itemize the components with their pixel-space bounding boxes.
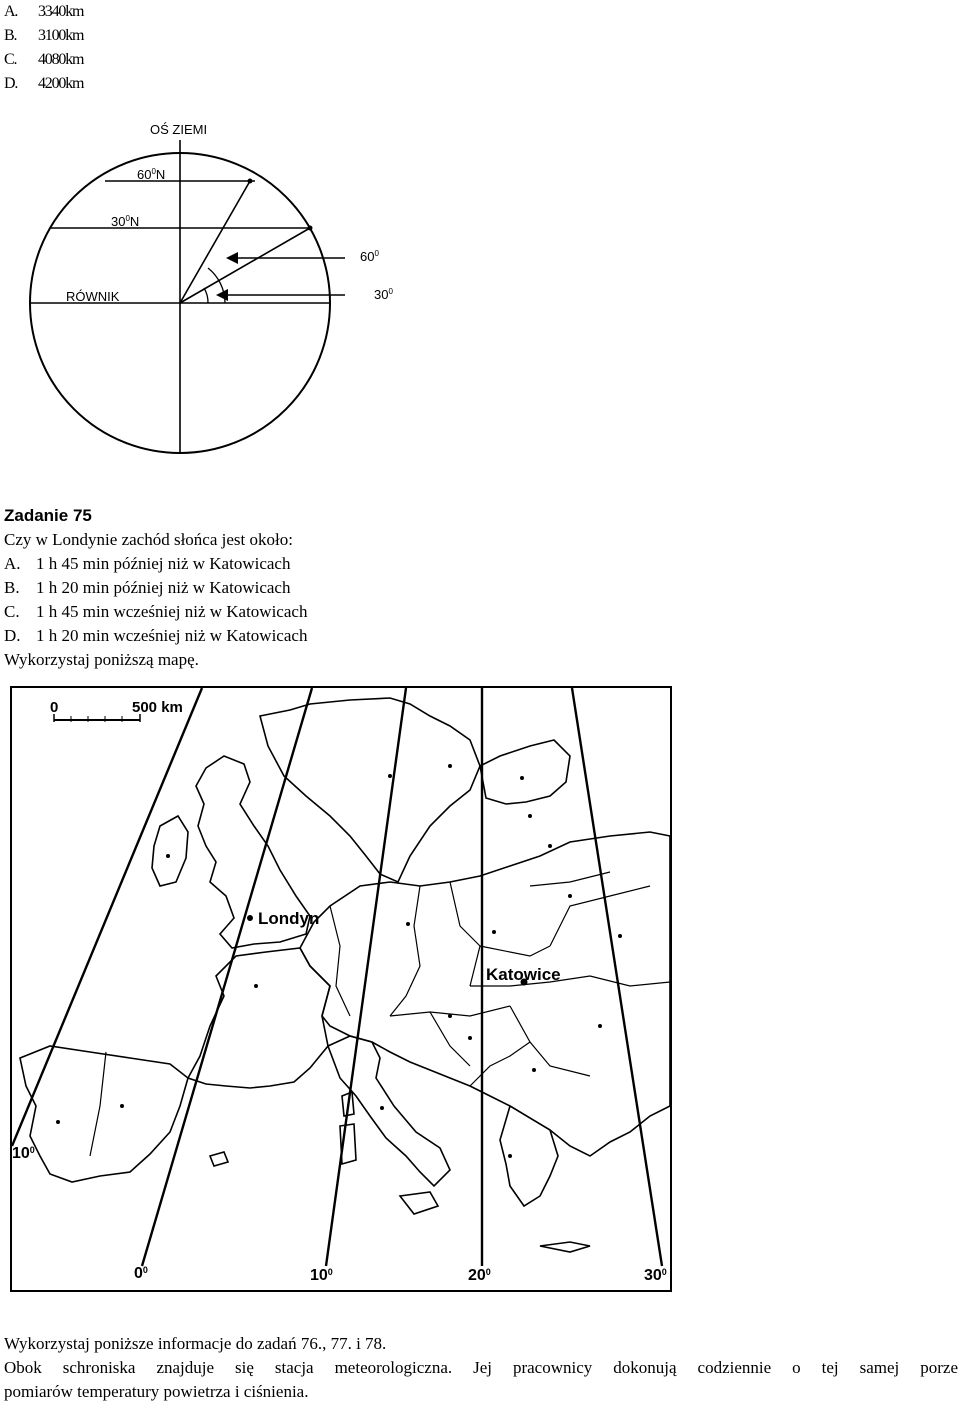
scale-start-label: 0: [50, 699, 59, 716]
katowice-label: Katowice: [486, 965, 561, 984]
angle60-label: $60^0$: [360, 249, 379, 264]
option-c: C. 4080km: [4, 51, 84, 68]
europe-map: [10, 686, 672, 1292]
radius-30-line: [180, 228, 310, 303]
radius-60-line: [180, 181, 250, 303]
map-frame: [11, 687, 671, 1291]
axis-label: OŚ ZIEMI: [150, 122, 208, 137]
footer-line-3: pomiarów temperatury powietrza i ciśnienia.: [4, 1382, 309, 1401]
answer-d: D. 1 h 20 min wcześniej niż w Katowicach: [4, 626, 308, 645]
point-30: [308, 226, 313, 231]
meridian-label-0: $0^0$: [134, 1265, 148, 1282]
london-dot: [247, 915, 253, 921]
globe-diagram: [0, 110, 460, 490]
scale-end-label: 500 km: [132, 699, 183, 716]
footer-line-1: Wykorzystaj poniższe informacje do zadań 76., 77. i 78.: [4, 1334, 387, 1353]
arrow-head-60-icon: [226, 252, 238, 264]
option-d: D. 4200km: [4, 75, 84, 92]
answer-b: B. 1 h 20 min później niż w Katowicach: [4, 578, 291, 597]
london-label: Londyn: [258, 909, 320, 928]
meridian-label-30e: $30^0$: [644, 1267, 667, 1284]
option-b: B. 3100km: [4, 27, 84, 44]
angle-arc-small: [204, 288, 208, 303]
answer-c: C. 1 h 45 min wcześniej niż w Katowicach: [4, 602, 308, 621]
footer-line-2: Obok schroniska znajduje się stacja meteorologiczna. Jej pracownicy dokonują codziennie o tej samej porze: [4, 1358, 958, 1377]
map-instruction: Wykorzystaj poniższą mapę.: [4, 650, 199, 669]
point-60: [248, 179, 253, 184]
lat30-label: $30^0N$: [111, 214, 140, 229]
angle30-label: $30^0$: [374, 287, 393, 302]
task-question: Czy w Londynie zachód słońca jest około:: [4, 530, 293, 549]
meridian-label-10w: $10^0$: [12, 1145, 35, 1162]
arrow-head-30-icon: [216, 289, 228, 301]
answer-a: A. 1 h 45 min później niż w Katowicach: [4, 554, 291, 573]
equator-label: RÓWNIK: [66, 289, 120, 304]
lat60-label: $60^0N$: [137, 167, 166, 182]
meridian-label-10e: $10^0$: [310, 1267, 333, 1284]
option-a: A. 3340km: [4, 3, 84, 20]
meridian-label-20e: $20^0$: [468, 1267, 491, 1284]
task-title: Zadanie 75: [4, 506, 92, 525]
